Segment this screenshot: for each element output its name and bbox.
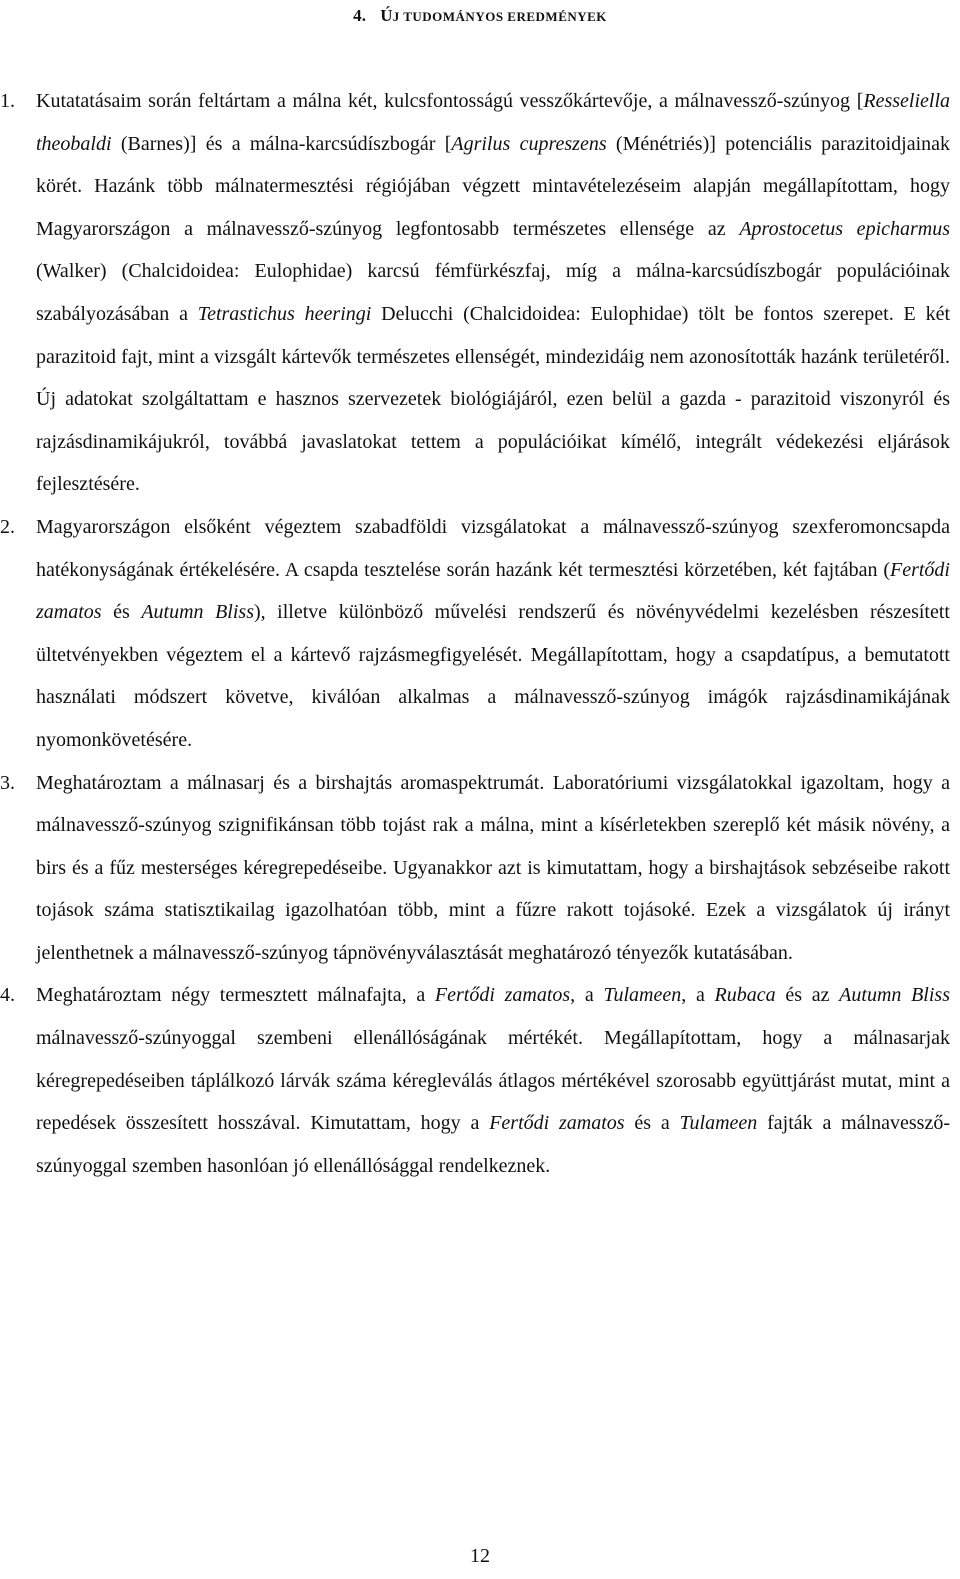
italic-term: Agrilus cupreszens (451, 132, 607, 155)
result-item-text (36, 974, 950, 1187)
section-title-rest: J TUDOMÁNYOS EREDMÉNYEK (392, 9, 607, 24)
text-segment: , a (681, 984, 715, 1007)
italic-term: Tulameen (603, 984, 682, 1007)
text-segment: (Barnes)] és a málna-karcsúdíszbogár [ (111, 132, 452, 155)
result-item-number: 2. (0, 515, 15, 538)
section-title-initial: Ú (380, 6, 393, 25)
result-item-text (36, 80, 950, 506)
text-segment: Meghatároztam négy termesztett málnafajta, a (36, 984, 435, 1007)
text-segment: Meghatároztam a málnasarj és a birshajtás aromaspektrumát. Laboratóriumi vizsgálatokkal igazoltam, hogy a málnavessző-szúnyog szignifikánsan több tojást rak a málna, mint a kísérletekben szereplő két másik növény, a birs és a fűz mesterséges kéregrepedéseibe. Ugyanakkor azt is kimutattam, hogy a birshajtások sebzéseibe rakott tojások száma statisztikailag igazolhatóan több, mint a fűzre rakott tojásoké. Ezek a vizsgálatok új irányt jelenthetnek a málnavessző-szúnyog tápnövényválasztását meghatározó tényezők kutatásában. (36, 771, 950, 964)
result-item-number: 3. (0, 771, 15, 794)
text-segment: Magyarországon elsőként végeztem szabadföldi vizsgálatokat a málnavessző-szúnyog szexferomoncsapda hatékonyságának értékelésére. A csapda tesztelése során hazánk két termesztési körzetében, két fajtában ( (36, 515, 950, 581)
italic-term: Autumn Bliss (839, 984, 950, 1007)
italic-term: Fertődi zamatos (434, 984, 571, 1007)
text-segment: Delucchi (Chalcidoidea: Eulophidae) tölt be fontos szerepet. E két parazitoid fajt, mint a vizsgált kártevők természetes ellenségét, mindezidáig nem azonosították hazánk területéről. Új adatokat szolgáltattam e hasznos szervezetek biológiájáról, ezen belül a gazda - parazitoid viszonyról és rajzásdinamikájukról, továbbá javaslatokat tettem a populációikat kímélő, integrált védekezési eljárások fejlesztésére. (36, 302, 951, 496)
result-item-text (36, 762, 950, 975)
italic-term: Autumn Bliss (141, 601, 254, 624)
text-segment: (Ménétriés)] potenciális parazitoidjainak körét. Hazánk több málnatermesztési régiójában végzett mintavételezéseim alapján megállapítottam, hogy Magyarországon a málnavessző-szúnyog legfontosabb természetes ellensége az (36, 132, 950, 240)
text-segment: fajták a málnavessző-szúnyoggal szemben hasonlóan jó ellenállósággal rendelkeznek. (36, 1112, 950, 1177)
section-heading (0, 6, 960, 26)
result-item (0, 80, 960, 506)
italic-term: Rubaca (714, 984, 776, 1007)
text-segment: és (101, 601, 142, 624)
text-segment: , a (570, 984, 604, 1007)
page-number: 12 (470, 1545, 490, 1567)
text-segment: (Walker) (Chalcidoidea: Eulophidae) karcsú fémfürkészfaj, míg a málna-karcsúdíszbogár populációinak szabályozásában a (36, 260, 950, 325)
results-list (0, 80, 960, 1187)
text-segment: Kutatatásaim során feltártam a málna két, kulcsfontosságú vesszőkártevője, a málnavessző-szúnyog [ (36, 90, 864, 112)
text-segment: és a (624, 1112, 680, 1135)
italic-term: Fertődi zamatos (36, 558, 950, 624)
text-segment: és az (775, 984, 840, 1007)
italic-term: Tulameen (679, 1112, 758, 1135)
text-segment: málnavessző-szúnyoggal szembeni ellenállóságának mértékét. Megállapítottam, hogy a málnasarjak kéregrepedéseiben táplálkozó lárvák száma kéregleválás átlagos mértékével szorosabb együttjárást mutat, mint a repedések összesített hosszával. Kimutattam, hogy a (36, 1027, 950, 1135)
result-item-text (36, 506, 950, 762)
italic-term: Aprostocetus epicharmus (739, 217, 951, 240)
italic-term: Fertődi zamatos (489, 1112, 625, 1135)
result-item-number: 4. (0, 984, 15, 1007)
result-item (0, 506, 960, 762)
result-item (0, 762, 960, 975)
text-segment: ), illetve különböző művelési rendszerű és növényvédelmi kezelésben részesített ültetvényekben végeztem el a kártevő rajzásmegfigyelését. Megállapítottam, hogy a csapdatípus, a bemutatott használati módszert követve, kiválóan alkalmas a málnavessző-szúnyog imágók rajzásdinamikájának nyomonkövetésére. (36, 601, 950, 751)
italic-term: Resseliella theobaldi (36, 90, 950, 155)
result-item-number: 1. (0, 90, 15, 112)
section-number: 4. (353, 6, 367, 25)
italic-term: Tetrastichus heeringi (197, 302, 372, 325)
result-item (0, 974, 960, 1187)
